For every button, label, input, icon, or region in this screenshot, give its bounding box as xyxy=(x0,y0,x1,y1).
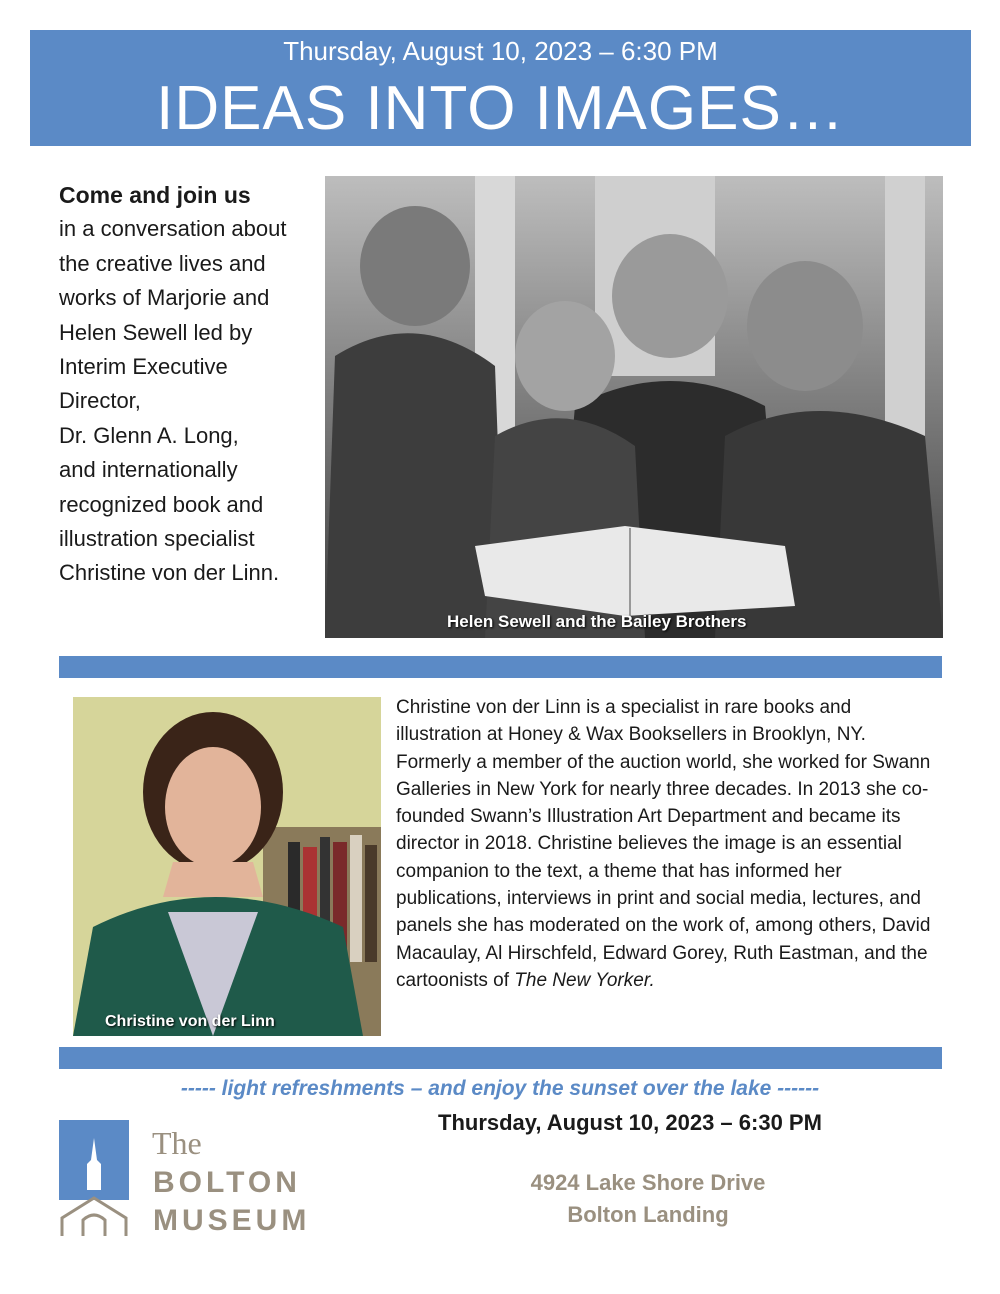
logo-word-bolton: BOLTON xyxy=(153,1166,301,1199)
historic-photo xyxy=(325,176,943,638)
event-title: IDEAS INTO IMAGES… xyxy=(156,74,845,143)
intro-line: and internationally xyxy=(59,457,238,483)
portrait-photo-art xyxy=(73,697,381,1036)
portrait-photo xyxy=(73,697,381,1036)
intro-line: Dr. Glenn A. Long, xyxy=(59,422,239,448)
intro-line: Christine von der Linn. xyxy=(59,560,280,586)
historic-photo-art xyxy=(325,176,943,638)
logo-word-museum: MUSEUM xyxy=(153,1204,311,1237)
event-datetime: Thursday, August 10, 2023 – 6:30 PM xyxy=(438,1110,822,1135)
church-steeple-icon xyxy=(59,1120,129,1238)
section-divider xyxy=(59,1047,942,1069)
refreshments-note: ----- light refreshments – and enjoy the sunset over the lake ------ xyxy=(180,1077,820,1100)
section-divider xyxy=(59,656,942,678)
intro-text xyxy=(59,178,321,591)
speaker-bio xyxy=(396,694,941,994)
intro-line: in a conversation about xyxy=(59,216,287,242)
intro-line: illustration specialist xyxy=(59,526,255,552)
intro-line: the creative lives and xyxy=(59,250,266,276)
intro-line: Interim Executive xyxy=(59,354,228,380)
event-header xyxy=(30,30,971,146)
address-street: 4924 Lake Shore Drive xyxy=(530,1170,766,1195)
museum-logo xyxy=(59,1120,349,1245)
intro-line: works of Marjorie and xyxy=(59,285,270,311)
bio-italic-title: The New Yorker. xyxy=(514,969,655,991)
header-date: Thursday, August 10, 2023 – 6:30 PM xyxy=(283,36,718,66)
portrait-caption: Christine von der Linn xyxy=(105,1013,275,1030)
bio-text: Christine von der Linn is a specialist in rare books and illustration at Honey & Wax Booksellers in Brooklyn, NY. Formerly a member of the auction world, she worked for Swann Galleries in New York for nearly three decades. In 2013 she co-founded Swann’s Illustration Art Department and became its director in 2018. Christine believes the image is an essential companion to the text, a theme that has informed her publications, interviews in print and social media, lectures, and panels she has moderated on the work of, among others, David Macaulay, Al Hirschfeld, Edward Gorey, Ruth Eastman, and the cartoonists of xyxy=(396,697,931,991)
logo-the: The xyxy=(152,1125,202,1161)
address-town: Bolton Landing xyxy=(567,1202,729,1227)
intro-line: Helen Sewell led by xyxy=(59,319,253,345)
intro-lead: Come and join us xyxy=(59,182,251,208)
intro-line: Director, xyxy=(59,388,141,414)
photo-caption: Helen Sewell and the Bailey Brothers xyxy=(447,612,747,631)
intro-line: recognized book and xyxy=(59,491,264,517)
